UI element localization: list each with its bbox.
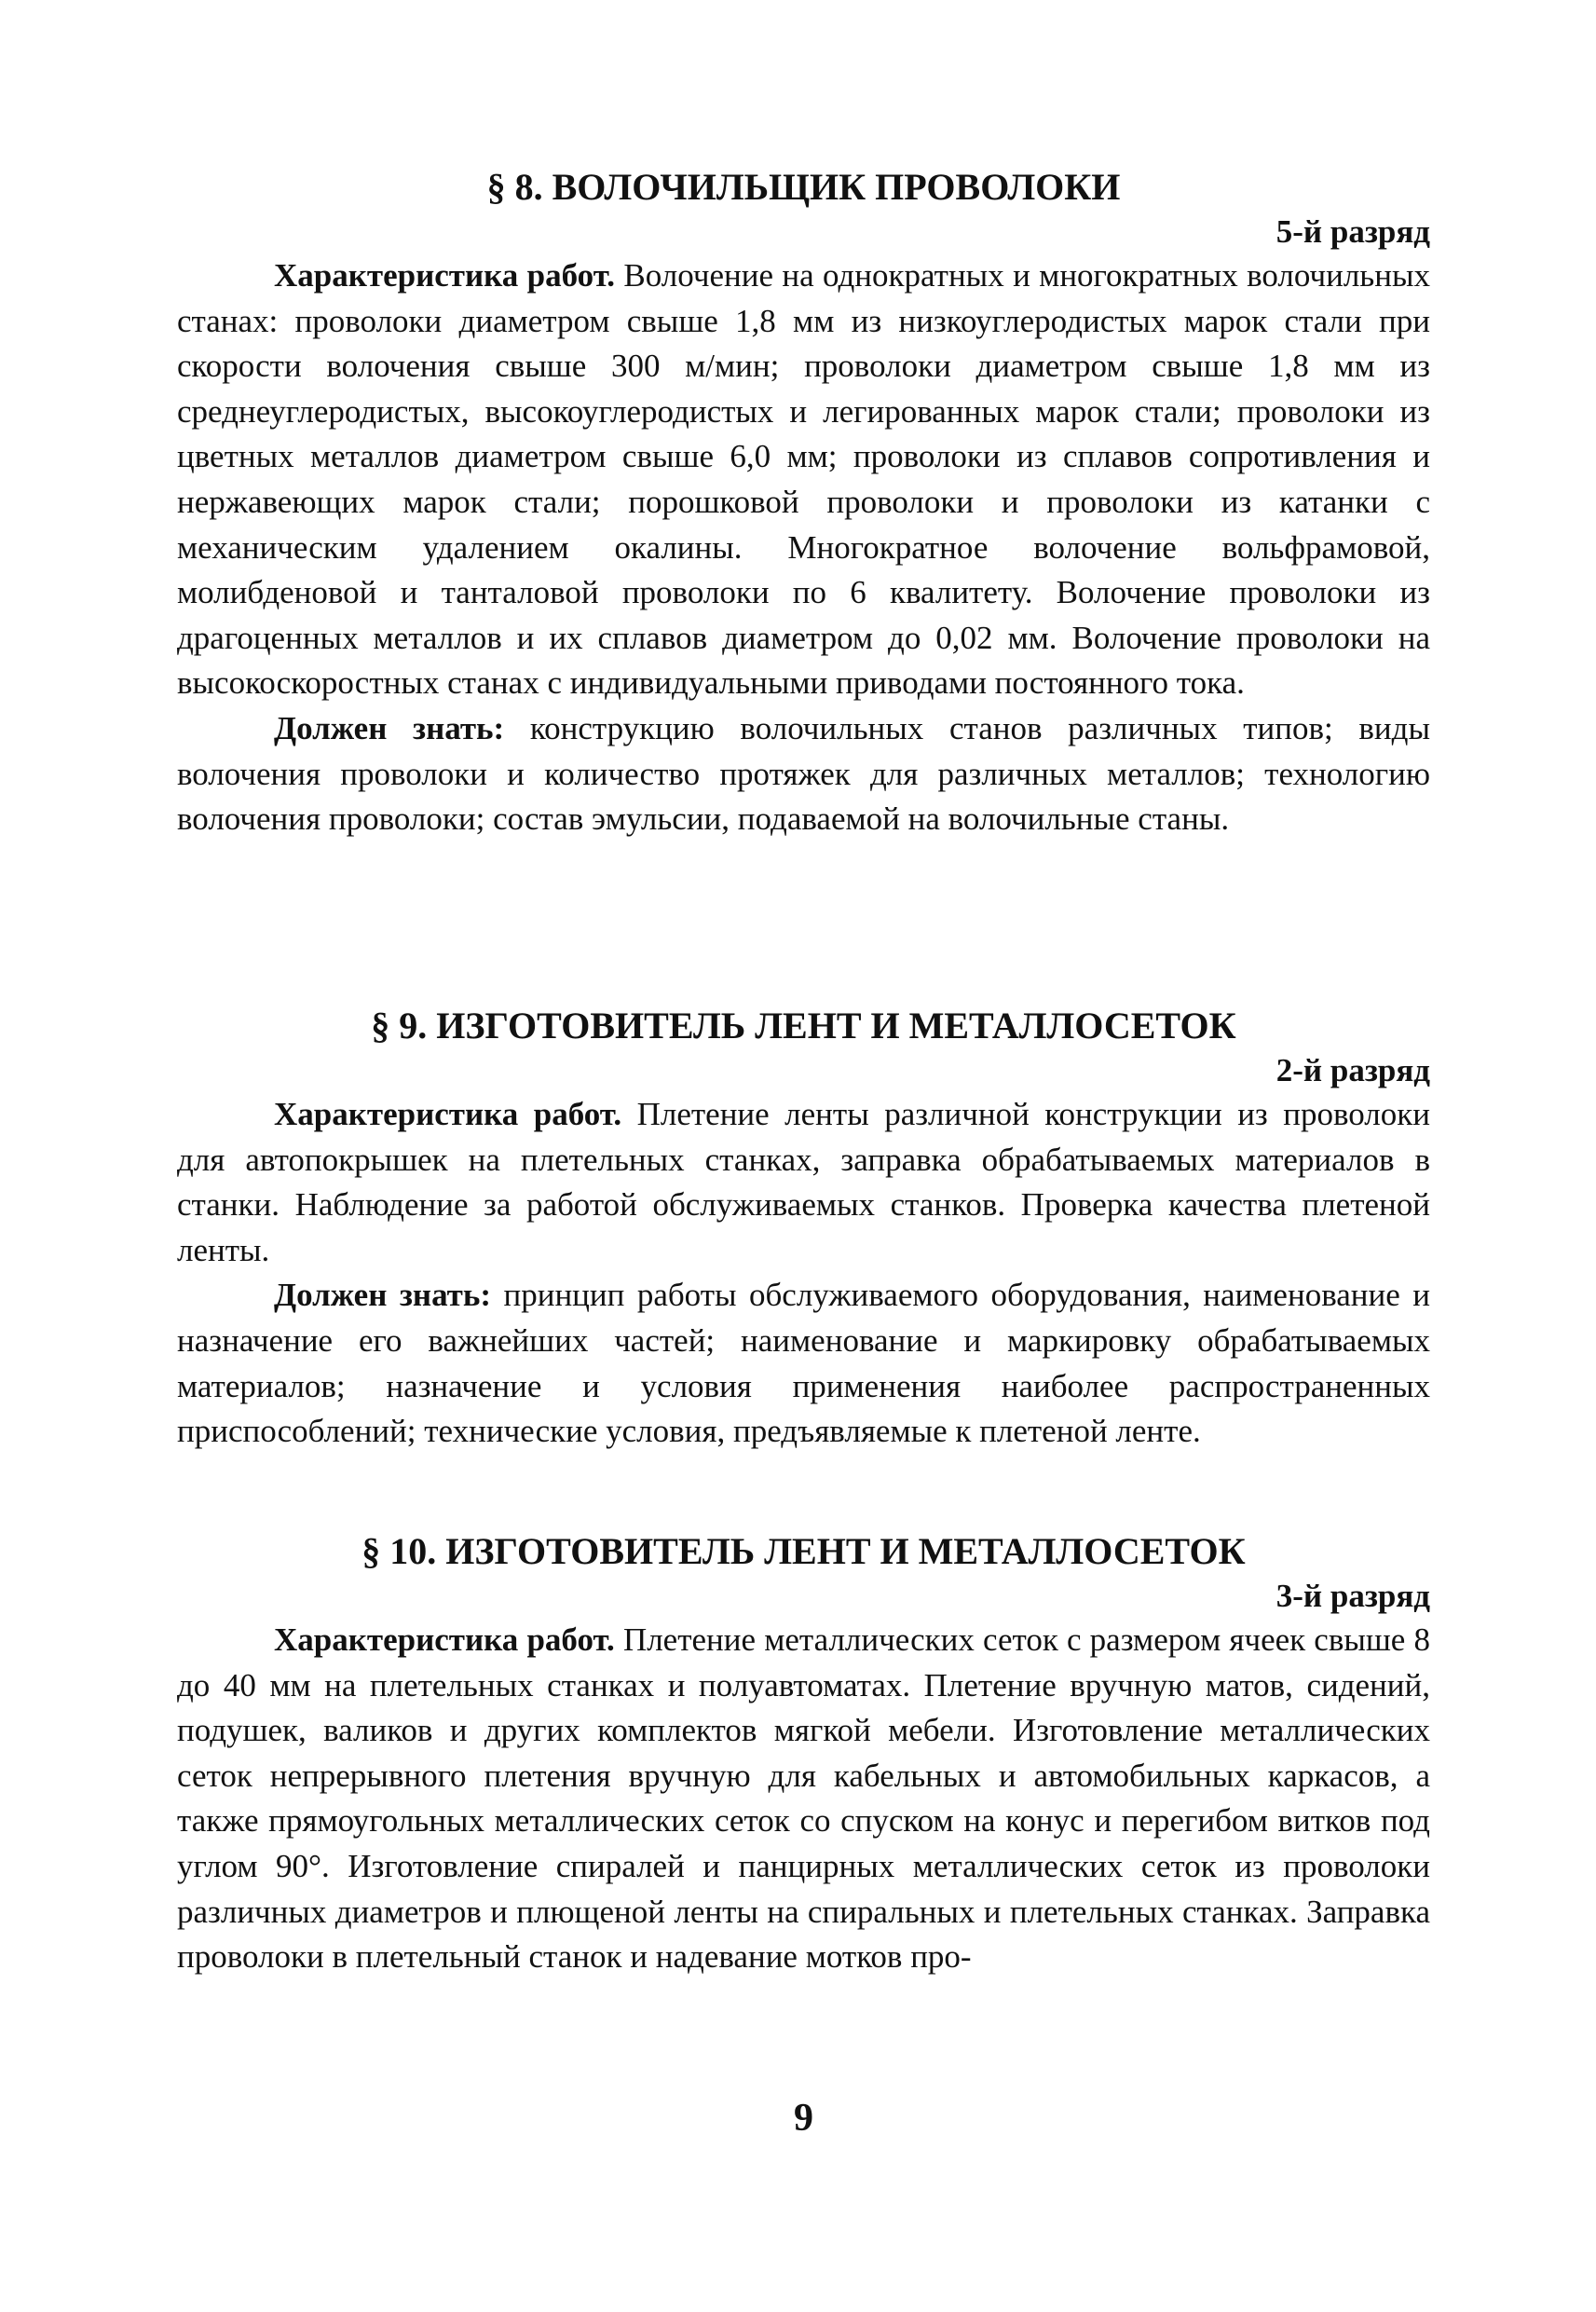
must-know-text: принцип работы обслуживаемого оборудования, наименование и назначение его важнейших частей; наименование и маркировку обрабатываемых материалов; назначение и условия применения наиболее распространенных приспособлений; технические условия, предъявляемые к плетеной ленте. [177, 1277, 1430, 1450]
grade-label: 2-й разряд [1275, 1052, 1430, 1088]
must-know-label: Должен знать: [274, 1277, 492, 1314]
work-characteristics-text: Волочение на однократных и многократных волочильных станах: проволоки диаметром свыше 1,8 мм из низкоуглеродистых марок стали при скорости волочения свыше 300 м/мин; проволоки диаметром свыше 1,8 мм из среднеуглеродистых, высокоуглеродистых и легированных марок стали; проволоки из цветных металлов диаметром свыше 6,0 мм; проволоки из сплавов сопротивления и нержавеющих марок стали; порошковой проволоки и проволоки из катанки с механическим удалением окалины. Многократное волочение вольфрамовой, молибденовой и танталовой проволоки по 6 квалитету. Волочение проволоки из драгоценных металлов и их сплавов диаметром до 0,02 мм. Волочение проволоки на высокоскоростных станах с индивидуальными приводами постоянного тока. [177, 257, 1430, 702]
section-title: § 10. ИЗГОТОВИТЕЛЬ ЛЕНТ И МЕТАЛЛОСЕТОК [361, 1530, 1246, 1572]
work-characteristics-paragraph [177, 1092, 1430, 1273]
work-characteristics-label: Характеристика работ. [274, 1621, 615, 1658]
work-characteristics-paragraph [177, 1618, 1430, 1980]
page-number: 9 [794, 2097, 813, 2140]
work-characteristics-label: Характеристика работ. [274, 257, 616, 294]
work-characteristics-text: Плетение ленты различной конструкции из проволоки для автопокрышек на плетельных станках, заправка обрабатываемых материалов в станки. Наблюдение за работой обслуживаемых станков. Проверка качества плетеной ленты. [177, 1096, 1430, 1268]
must-know-paragraph [177, 1273, 1430, 1454]
section-10 [177, 1528, 1430, 1980]
work-characteristics-text: Плетение металлических сеток с размером ячеек свыше 8 до 40 мм на плетельных станках и полуавтоматах. Плетение вручную матов, сидений, подушек, валиков и других комплектов мягкой мебели. Изготовление металлических сеток непрерывного плетения вручную для кабельных и автомобильных каркасов, а также прямоугольных металлических сеток со спуском на конус и перегибом витков под углом 90°. Изготовление спиралей и панцирных металлических сеток из проволоки различных диаметров и плющеной ленты на спиральных и плетельных станках. Заправка проволоки в плетельный станок и надевание мотков про- [177, 1621, 1430, 1976]
section-8 [177, 164, 1430, 842]
must-know-label: Должен знать: [274, 709, 505, 746]
work-characteristics-label: Характеристика работ. [274, 1096, 622, 1132]
section-title: § 8. ВОЛОЧИЛЬЩИК ПРОВОЛОКИ [486, 166, 1121, 208]
document-page [177, 0, 1430, 2312]
grade-label: 3-й разряд [1275, 1578, 1430, 1614]
must-know-text: конструкцию волочильных станов различных типов; виды волочения проволоки и количество протяжек для различных металлов; технологию волочения проволоки; состав эмульсии, подаваемой на волочильные станы. [177, 709, 1430, 838]
grade-label: 5-й разряд [1275, 213, 1430, 250]
work-characteristics-paragraph [177, 253, 1430, 706]
must-know-paragraph [177, 706, 1430, 842]
section-9 [177, 1003, 1430, 1455]
section-title: § 9. ИЗГОТОВИТЕЛЬ ЛЕНТ И МЕТАЛЛОСЕТОК [371, 1005, 1236, 1047]
